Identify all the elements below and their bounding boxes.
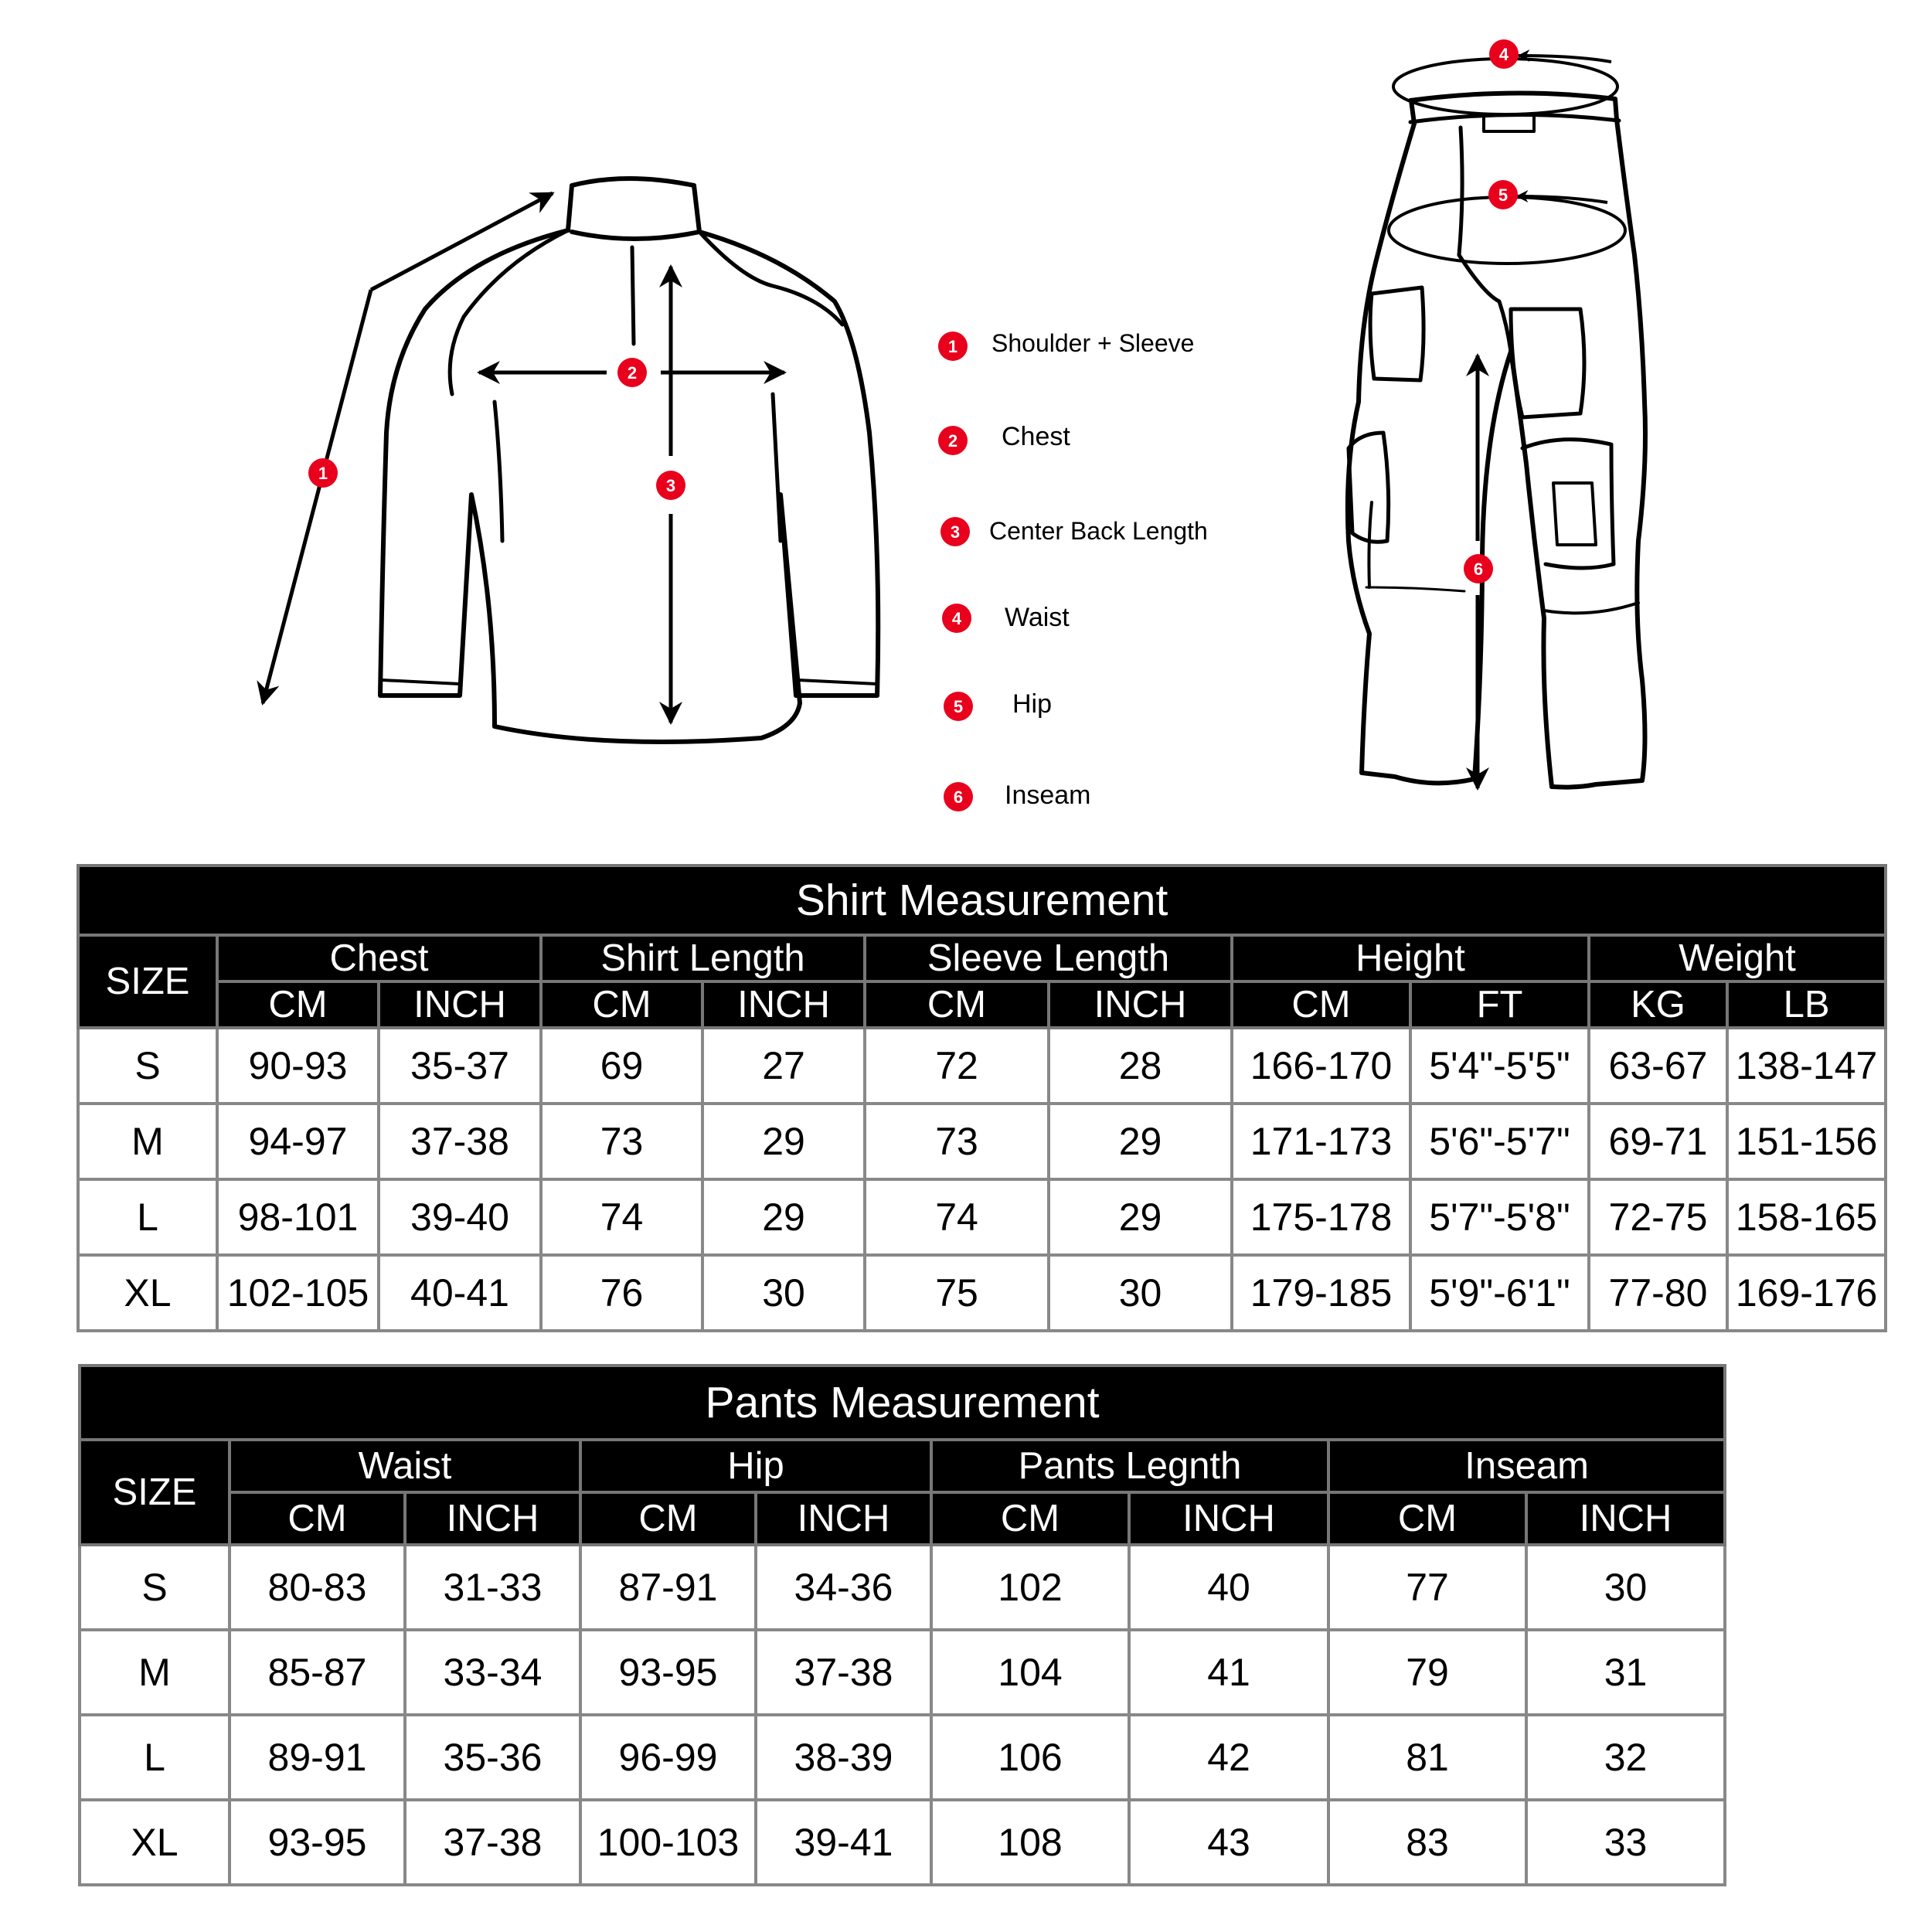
table-cell: 102 bbox=[931, 1545, 1129, 1630]
table-cell: 39-40 bbox=[379, 1179, 541, 1255]
table-cell: 30 bbox=[702, 1255, 865, 1331]
unit-header: CM bbox=[580, 1492, 756, 1545]
marker-1 bbox=[308, 458, 338, 488]
table-cell: 34-36 bbox=[756, 1545, 931, 1630]
table-cell: 100-103 bbox=[580, 1800, 756, 1885]
unit-header: CM bbox=[865, 981, 1049, 1028]
group-header-inseam: Inseam bbox=[1328, 1440, 1725, 1492]
table-row bbox=[80, 1800, 1725, 1885]
svg-text:4: 4 bbox=[951, 609, 962, 628]
size-cell: XL bbox=[78, 1255, 217, 1331]
legend-item-shoulder-sleeve bbox=[938, 329, 1194, 361]
table-cell: 69 bbox=[541, 1028, 702, 1104]
svg-text:3: 3 bbox=[665, 476, 676, 495]
size-cell: S bbox=[80, 1545, 230, 1630]
unit-header: CM bbox=[1328, 1492, 1526, 1545]
table-cell: 108 bbox=[931, 1800, 1129, 1885]
table-row bbox=[78, 1255, 1886, 1331]
table-cell: 79 bbox=[1328, 1630, 1526, 1715]
unit-header: FT bbox=[1410, 981, 1589, 1028]
table-cell: 31 bbox=[1526, 1630, 1725, 1715]
table-cell: 85-87 bbox=[230, 1630, 405, 1715]
table-cell: 30 bbox=[1049, 1255, 1232, 1331]
size-cell: XL bbox=[80, 1800, 230, 1885]
group-header-height: Height bbox=[1232, 935, 1589, 981]
table-cell: 93-95 bbox=[230, 1800, 405, 1885]
svg-text:Waist: Waist bbox=[1005, 603, 1070, 632]
table-cell: 32 bbox=[1526, 1715, 1725, 1800]
table-row bbox=[78, 1179, 1886, 1255]
unit-header: INCH bbox=[702, 981, 865, 1028]
table-cell: 73 bbox=[865, 1104, 1049, 1179]
unit-header: INCH bbox=[756, 1492, 931, 1545]
table-cell: 72 bbox=[865, 1028, 1049, 1104]
table-row bbox=[80, 1630, 1725, 1715]
unit-header: INCH bbox=[405, 1492, 580, 1545]
table-cell: 33-34 bbox=[405, 1630, 580, 1715]
group-header-chest: Chest bbox=[217, 935, 541, 981]
group-header-shirt-length: Shirt Length bbox=[541, 935, 865, 981]
svg-text:Hip: Hip bbox=[1012, 689, 1053, 719]
svg-text:6: 6 bbox=[1473, 560, 1484, 579]
unit-header: CM bbox=[931, 1492, 1129, 1545]
table-row bbox=[80, 1715, 1725, 1800]
table-cell: 94-97 bbox=[217, 1104, 379, 1179]
table-cell: 41 bbox=[1129, 1630, 1328, 1715]
table-cell: 31-33 bbox=[405, 1545, 580, 1630]
svg-text:2: 2 bbox=[627, 363, 638, 383]
svg-text:5: 5 bbox=[1498, 185, 1509, 205]
table-cell: 29 bbox=[1049, 1104, 1232, 1179]
table-cell: 98-101 bbox=[217, 1179, 379, 1255]
table-row bbox=[78, 1104, 1886, 1179]
group-header-weight: Weight bbox=[1589, 935, 1886, 981]
table-cell: 74 bbox=[865, 1179, 1049, 1255]
table-cell: 106 bbox=[931, 1715, 1129, 1800]
table-cell: 175-178 bbox=[1232, 1179, 1410, 1255]
svg-text:5: 5 bbox=[953, 697, 964, 716]
table-cell: 76 bbox=[541, 1255, 702, 1331]
table-cell: 77-80 bbox=[1589, 1255, 1727, 1331]
svg-text:1: 1 bbox=[947, 337, 958, 356]
table-cell: 83 bbox=[1328, 1800, 1526, 1885]
table-cell: 63-67 bbox=[1589, 1028, 1727, 1104]
size-cell: S bbox=[78, 1028, 217, 1104]
size-cell: L bbox=[80, 1715, 230, 1800]
table-cell: 77 bbox=[1328, 1545, 1526, 1630]
shirt-illustration bbox=[380, 179, 878, 742]
table-cell: 28 bbox=[1049, 1028, 1232, 1104]
table-cell: 27 bbox=[702, 1028, 865, 1104]
unit-header: CM bbox=[541, 981, 702, 1028]
legend-item-inseam bbox=[944, 781, 1091, 811]
table-cell: 138-147 bbox=[1727, 1028, 1886, 1104]
table-cell: 43 bbox=[1129, 1800, 1328, 1885]
table-cell: 73 bbox=[541, 1104, 702, 1179]
svg-text:Inseam: Inseam bbox=[1005, 781, 1091, 810]
marker-5 bbox=[1488, 180, 1518, 209]
unit-header: INCH bbox=[1526, 1492, 1725, 1545]
table-cell: 179-185 bbox=[1232, 1255, 1410, 1331]
marker-4 bbox=[1489, 39, 1519, 69]
table-cell: 37-38 bbox=[405, 1800, 580, 1885]
table-cell: 29 bbox=[1049, 1179, 1232, 1255]
unit-header: INCH bbox=[1049, 981, 1232, 1028]
garment-diagram bbox=[0, 0, 1932, 858]
table-cell: 29 bbox=[702, 1179, 865, 1255]
size-header: SIZE bbox=[78, 935, 217, 1028]
table-cell: 5'7"-5'8" bbox=[1410, 1179, 1589, 1255]
table-row bbox=[78, 1028, 1886, 1104]
table-cell: 30 bbox=[1526, 1545, 1725, 1630]
table-cell: 87-91 bbox=[580, 1545, 756, 1630]
unit-header: CM bbox=[230, 1492, 405, 1545]
svg-text:1: 1 bbox=[318, 464, 328, 483]
svg-text:Chest: Chest bbox=[1002, 422, 1070, 451]
table-cell: 102-105 bbox=[217, 1255, 379, 1331]
table-cell: 38-39 bbox=[756, 1715, 931, 1800]
table-cell: 93-95 bbox=[580, 1630, 756, 1715]
unit-header: CM bbox=[217, 981, 379, 1028]
shirt-measurement-table bbox=[77, 864, 1887, 1332]
table-cell: 72-75 bbox=[1589, 1179, 1727, 1255]
size-cell: M bbox=[78, 1104, 217, 1179]
table-cell: 90-93 bbox=[217, 1028, 379, 1104]
group-header-sleeve-length: Sleeve Length bbox=[865, 935, 1232, 981]
size-cell: L bbox=[78, 1179, 217, 1255]
unit-header: INCH bbox=[1129, 1492, 1328, 1545]
shirt-table-title: Shirt Measurement bbox=[78, 866, 1886, 935]
unit-header: INCH bbox=[379, 981, 541, 1028]
svg-text:Shoulder + Sleeve: Shoulder + Sleeve bbox=[992, 329, 1195, 357]
svg-text:2: 2 bbox=[947, 431, 958, 451]
table-cell: 104 bbox=[931, 1630, 1129, 1715]
unit-header: LB bbox=[1727, 981, 1886, 1028]
table-cell: 5'9"-6'1" bbox=[1410, 1255, 1589, 1331]
table-cell: 74 bbox=[541, 1179, 702, 1255]
table-cell: 169-176 bbox=[1727, 1255, 1886, 1331]
table-cell: 37-38 bbox=[756, 1630, 931, 1715]
table-cell: 33 bbox=[1526, 1800, 1725, 1885]
svg-text:6: 6 bbox=[953, 787, 964, 807]
table-cell: 35-36 bbox=[405, 1715, 580, 1800]
shirt-arrows bbox=[263, 193, 784, 723]
table-cell: 69-71 bbox=[1589, 1104, 1727, 1179]
table-row bbox=[80, 1545, 1725, 1630]
legend bbox=[938, 329, 1208, 811]
sleeve-arrow-lower bbox=[263, 290, 371, 703]
pants-measure-lines bbox=[1389, 56, 1625, 788]
pants-table-title: Pants Measurement bbox=[80, 1366, 1725, 1440]
marker-6 bbox=[1464, 554, 1493, 583]
table-cell: 29 bbox=[702, 1104, 865, 1179]
table-cell: 158-165 bbox=[1727, 1179, 1886, 1255]
table-cell: 81 bbox=[1328, 1715, 1526, 1800]
table-cell: 37-38 bbox=[379, 1104, 541, 1179]
table-cell: 80-83 bbox=[230, 1545, 405, 1630]
svg-text:Center Back Length: Center Back Length bbox=[989, 517, 1208, 545]
table-cell: 35-37 bbox=[379, 1028, 541, 1104]
marker-3 bbox=[656, 471, 685, 500]
size-cell: M bbox=[80, 1630, 230, 1715]
table-cell: 5'4"-5'5" bbox=[1410, 1028, 1589, 1104]
table-cell: 75 bbox=[865, 1255, 1049, 1331]
svg-text:4: 4 bbox=[1498, 45, 1509, 64]
legend-item-chest bbox=[938, 422, 1070, 455]
group-header-waist: Waist bbox=[230, 1440, 580, 1492]
pants-measurement-table bbox=[78, 1364, 1726, 1886]
group-header-pants-length: Pants Legnth bbox=[931, 1440, 1328, 1492]
unit-header: CM bbox=[1232, 981, 1410, 1028]
group-header-hip: Hip bbox=[580, 1440, 931, 1492]
unit-header: KG bbox=[1589, 981, 1727, 1028]
table-cell: 42 bbox=[1129, 1715, 1328, 1800]
table-cell: 96-99 bbox=[580, 1715, 756, 1800]
table-cell: 5'6"-5'7" bbox=[1410, 1104, 1589, 1179]
table-cell: 166-170 bbox=[1232, 1028, 1410, 1104]
legend-item-waist bbox=[942, 603, 1070, 633]
svg-text:3: 3 bbox=[950, 522, 961, 542]
table-cell: 171-173 bbox=[1232, 1104, 1410, 1179]
table-cell: 89-91 bbox=[230, 1715, 405, 1800]
table-cell: 151-156 bbox=[1727, 1104, 1886, 1179]
legend-item-hip bbox=[944, 689, 1052, 721]
legend-item-center-back-length bbox=[940, 517, 1208, 546]
table-cell: 40-41 bbox=[379, 1255, 541, 1331]
table-cell: 40 bbox=[1129, 1545, 1328, 1630]
size-header: SIZE bbox=[80, 1440, 230, 1545]
marker-2 bbox=[617, 358, 647, 387]
table-cell: 39-41 bbox=[756, 1800, 931, 1885]
